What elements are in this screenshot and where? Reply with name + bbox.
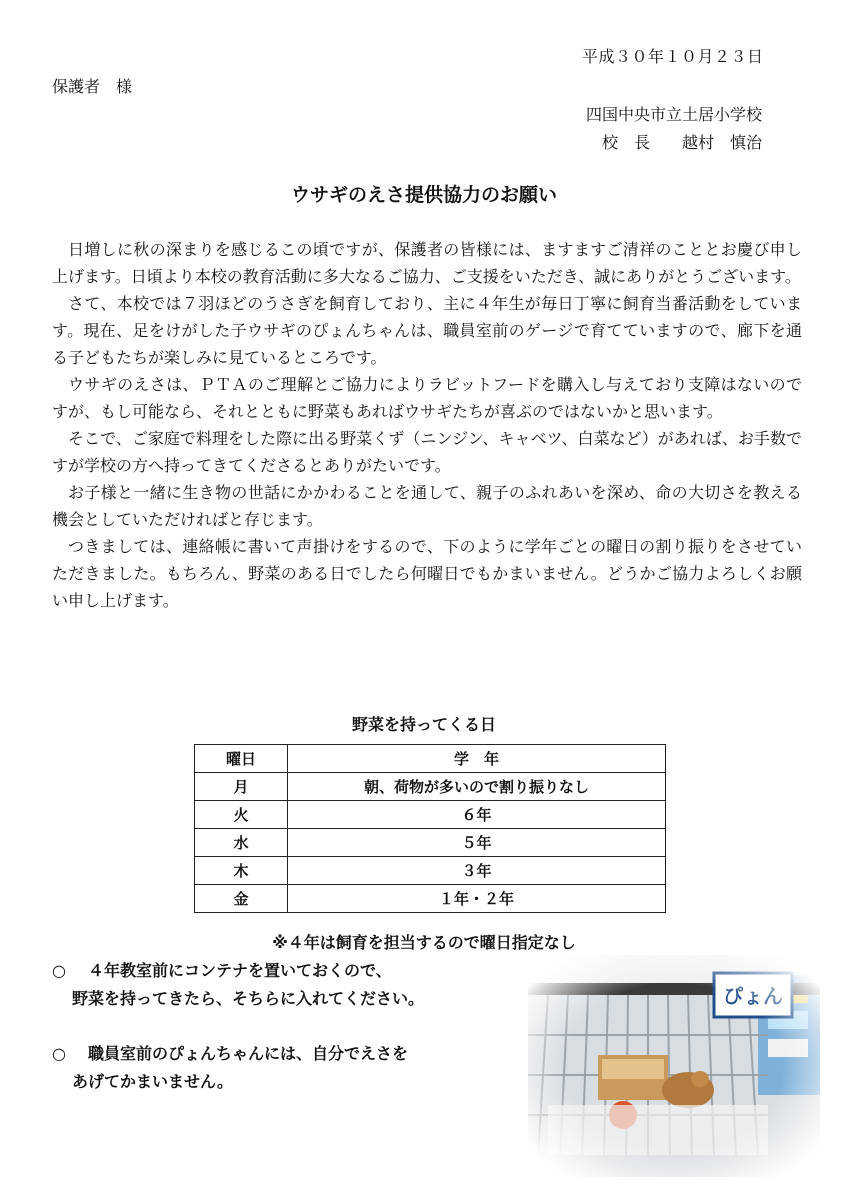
bullet-text-line1: 職員室前のぴょんちゃんには、自分でえさを [88,1044,409,1063]
paragraph-schedule: つきましては、連絡帳に書いて声掛けをするので、下のように学年ごとの曜日の割り振りをさせていただきました。もちろん、野菜のある日でしたら何曜日でもかまいません。どうかご協力よろしくお願い申し上げます。 [52,537,802,610]
rabbit-cage-photo-art [528,955,820,1177]
rabbit-cage-photo [528,955,820,1177]
paragraph-purpose: お子様と一緒に生き物の世話にかかわることを通して、親子のふれあいを深め、命の大切さを教える機会としていただければと存じます。 [52,483,802,529]
day-cell: 水 [195,829,288,857]
table-row [195,801,666,829]
table-header-row [195,745,666,773]
letter-body [52,236,802,614]
schedule-note: ※４年は飼育を担当するので曜日指定なし [272,933,576,952]
day-cell: 金 [195,885,288,913]
letter-title: ウサギのえさ提供協力のお願い [290,184,557,206]
table-row [195,773,666,801]
paragraph-greeting: 日増しに秋の深まりを感じるこの頃ですが、保護者の皆様には、ますますご清祥のこととお慶び申し上げます。日頃より本校の教育活動に多大なるご協力、ご支援をいただき、誠にありがとうございます。 [52,240,802,286]
grade-cell: ６年 [288,801,666,829]
table-row [195,829,666,857]
school-name: 四国中央市立土居小学校 [586,105,763,124]
header-day: 曜日 [195,745,288,773]
schedule-table [194,744,666,913]
bullet-text-line1: ４年教室前にコンテナを置いておくので、 [88,961,392,980]
day-cell: 月 [195,773,288,801]
table-row [195,857,666,885]
letter-date: 平成３０年１０月２３日 [582,47,764,66]
bullet-circle-icon: ○ [52,1044,66,1063]
paragraph-rabbits: さて、本校では７羽ほどのうさぎを飼育しており、主に４年生が毎日丁寧に飼育当番活動をしています。現在、足をけがした子ウサギのぴょんちゃんは、職員室前のゲージで育てていますので、廊下を通る子どもたちが楽しみに見ているところです。 [52,294,802,367]
bullet-text-line2: 野菜を持ってきたら、そちらに入れてください。 [72,989,425,1008]
day-cell: 木 [195,857,288,885]
paragraph-feed: ウサギのえさは、ＰＴＡのご理解とご協力によりラビットフードを購入し与えており支障はないのですが、もし可能なら、それとともに野菜もあればウサギたちが喜ぶのではないかと思います。 [52,375,802,421]
grade-cell: 朝、荷物が多いので割り振りなし [288,773,666,801]
recipient: 保護者 様 [52,77,133,96]
bullet-feeding [52,1040,408,1096]
grade-cell: １年・２年 [288,885,666,913]
paragraph-request: そこで、ご家庭で料理をした際に出る野菜くず（ニンジン、キャベツ、白菜など）があれば、お手数ですが学校の方へ持ってきてくださるとありがたいです。 [52,429,802,475]
table-row [195,885,666,913]
bullet-container [52,957,424,1013]
header-grade: 学 年 [288,745,666,773]
principal-name: 校 長 越村 慎治 [602,133,763,152]
bullet-text-line2: あげてかまいません。 [72,1072,233,1091]
grade-cell: ５年 [288,829,666,857]
bullet-circle-icon: ○ [52,961,66,980]
schedule-caption: 野菜を持ってくる日 [351,715,496,734]
grade-cell: ３年 [288,857,666,885]
day-cell: 火 [195,801,288,829]
